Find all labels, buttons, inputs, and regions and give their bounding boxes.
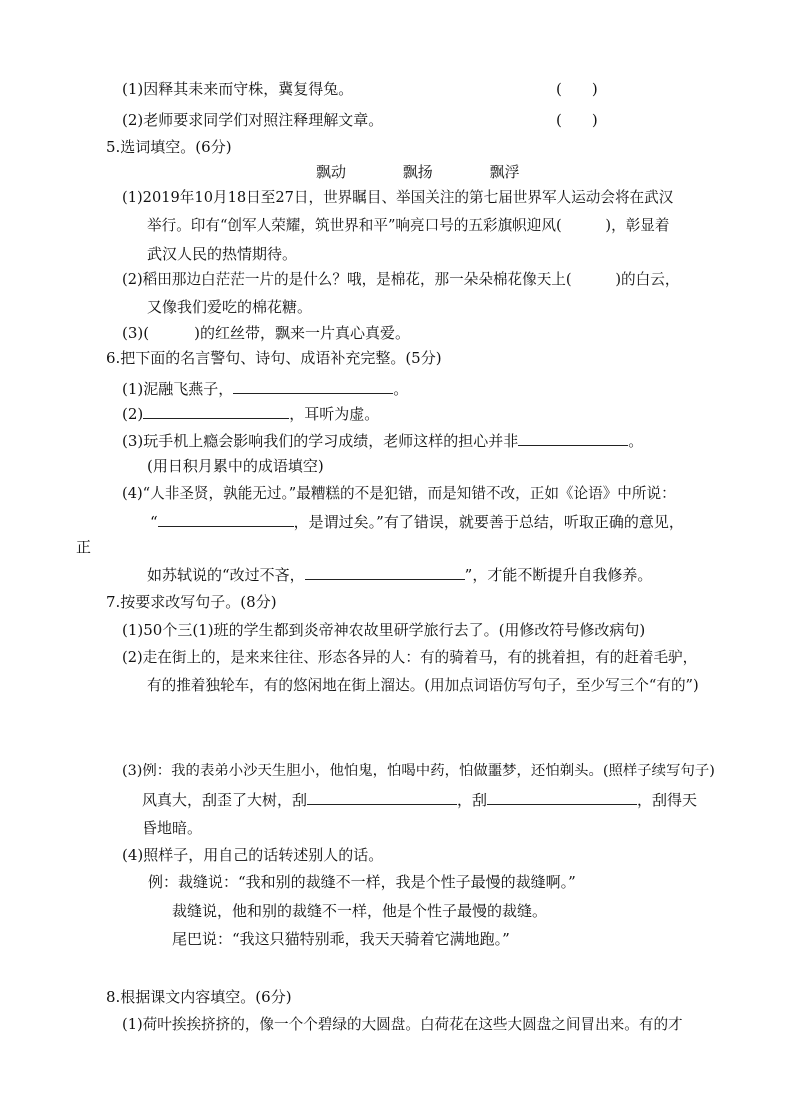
q6-item-2-prefix: (2) (122, 405, 144, 423)
q4-item-1: (1)因释其耒来而守株，冀复得兔。 (122, 80, 354, 98)
q6-title: 6.把下面的名言警句、诗句、成语补充完整。(5分) (106, 349, 442, 367)
q6-item-4-blank-1[interactable] (158, 511, 294, 527)
q7-item-3-line-2 (142, 789, 697, 810)
q6-item-4-stray-char: 正 (76, 538, 92, 556)
q7-item-2-line-2: 有的推着独轮车，有的悠闲地在街上溜达。(用加点词语仿写句子，至少写三个“有的”) (147, 677, 699, 694)
q5-choice-1: 飘动 (316, 163, 347, 181)
q6-item-1-prefix: (1)泥融飞燕子， (122, 380, 234, 398)
q6-item-2-blank[interactable] (143, 403, 289, 419)
q5-item-1-line-3: 武汉人民的热情期待。 (147, 245, 298, 263)
q6-item-4-line-3 (147, 564, 652, 585)
q7-item-3-middle: ，刮 (457, 791, 488, 809)
q6-item-3-suffix: 。 (628, 432, 644, 450)
q6-item-1 (122, 378, 408, 399)
q6-item-4-line-3-prefix: 如苏轼说的“改过不吝， (147, 566, 305, 584)
q6-item-4-line-3-suffix: ”，才能不断提升自我修养。 (464, 566, 653, 584)
q7-item-3-blank-2[interactable] (487, 789, 637, 805)
q5-choice-2: 飘扬 (402, 163, 433, 181)
q6-item-3 (122, 430, 643, 451)
q6-item-1-suffix: 。 (393, 380, 409, 398)
q7-item-3-suffix: ，刮得天 (637, 791, 698, 809)
q6-item-4-line-2 (150, 511, 684, 532)
q4-item-2: (2)老师要求同学们对照注释理解文章。 (122, 111, 384, 129)
q7-item-4-example-answer: 裁缝说，他和别的裁缝不一样，他是个性子最慢的裁缝。 (172, 902, 548, 920)
q6-item-2-suffix: ，耳听为虚。 (289, 405, 380, 423)
q6-item-3-prefix: (3)玩手机上瘾会影响我们的学习成绩，老师这样的担心并非 (122, 432, 519, 450)
q7-item-3-blank-1[interactable] (307, 789, 457, 805)
q5-choice-3: 飘浮 (489, 163, 520, 181)
q6-item-2 (122, 403, 379, 424)
q7-item-4-example-quote: 例：裁缝说：“我和别的裁缝不一样，我是个性子最慢的裁缝啊。” (148, 873, 576, 891)
q6-item-3-blank[interactable] (518, 430, 628, 446)
q6-item-4-line-1: (4)“人非圣贤，孰能无过。”最糟糕的不是犯错，而是知错不改，正如《论语》中所说： (122, 485, 676, 502)
q5-item-2-line-2: 又像我们爱吃的棉花糖。 (147, 298, 313, 316)
q7-item-3-line-3: 昏地暗。 (142, 819, 203, 837)
q7-item-3-prefix: 风真大，刮歪了大树，刮 (142, 791, 308, 809)
q7-item-4-question: 尾巴说：“我这只猫特别乖，我天天骑着它满地跑。” (172, 930, 510, 948)
q7-item-2-line-1: (2)走在街上的，是来来往往、形态各异的人：有的骑着马，有的挑着担，有的赶着毛驴， (122, 649, 698, 666)
q5-item-2-line-1: (2)稻田那边白茫茫一片的是什么？哦，是棉花，那一朵朵棉花像天上( )的白云， (122, 271, 680, 288)
q8-title: 8.根据课文内容填空。(6分) (106, 988, 292, 1006)
q6-item-4-line-2-text: ，是谓过矣。”有了错误，就要善于总结，听取正确的意见， (293, 513, 684, 531)
q7-item-3-line-1: (3)例：我的表弟小沙天生胆小，他怕鬼，怕喝中药，怕做噩梦，还怕剃头。(照样子续写句子) (122, 763, 715, 779)
q6-item-3-note: (用日积月累中的成语填空) (147, 457, 324, 475)
q5-item-3: (3)( )的红丝带，飘来一片真心真爱。 (122, 324, 410, 342)
q8-item-1-line-1: (1)荷叶挨挨挤挤的，像一个个碧绿的大圆盘。白荷花在这些大圆盘之间冒出来。有的才 (122, 1016, 683, 1033)
q4-item-1-answer-paren[interactable]: ( ) (556, 80, 598, 98)
q5-item-1-line-1: (1)2019年10月18日至27日，世界瞩目、举国关注的第七届世界军人运动会将在武汉 (122, 189, 674, 206)
q7-item-1: (1)50个三(1)班的学生都到炎帝神农故里研学旅行去了。(用修改符号修改病句) (122, 621, 646, 639)
q7-item-4-title: (4)照样子，用自己的话转述别人的话。 (122, 846, 384, 864)
q6-item-4-blank-2[interactable] (305, 564, 465, 580)
q5-word-choices (316, 162, 520, 182)
q6-item-4-open-quote: “ (150, 513, 158, 531)
q6-item-1-blank[interactable] (233, 378, 393, 394)
q7-title: 7.按要求改写句子。(8分) (106, 593, 277, 611)
q5-item-1-line-2: 举行。印有“创军人荣耀，筑世界和平”响亮口号的五彩旗帜迎风( )，彰显着 (147, 217, 670, 234)
q4-item-2-answer-paren[interactable]: ( ) (556, 111, 598, 129)
q5-title: 5.选词填空。(6分) (106, 138, 232, 156)
